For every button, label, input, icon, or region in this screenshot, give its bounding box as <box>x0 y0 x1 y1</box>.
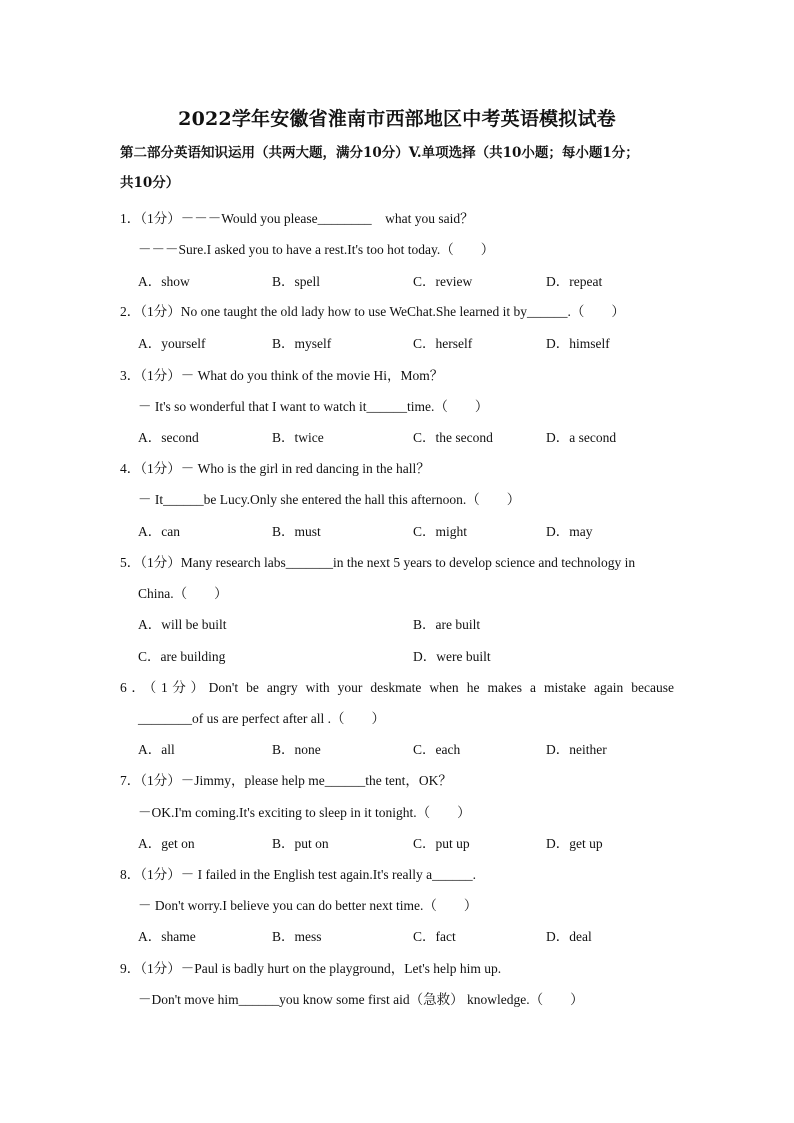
question-5-stem: 5．（1分）Many research labs_______in the next 5 years to develop science and technology in <box>120 555 636 570</box>
question-8-reply: － Don't worry.I believe you can do better next time.（ ） <box>138 898 478 913</box>
question-5-option-c[interactable]: C．are building <box>138 649 226 664</box>
question-6-stem: 6．（1分）Don't be angry with your deskmate when he makes a mistake again because <box>120 680 674 695</box>
question-4-reply: － It______be Lucy.Only she entered the hall this afternoon.（ ） <box>138 492 521 507</box>
question-1-option-c[interactable]: C．review <box>413 274 473 289</box>
question-3-option-a[interactable]: A．second <box>138 430 199 445</box>
question-4-stem: 4．（1分）－ Who is the girl in red dancing in the hall？ <box>120 461 430 476</box>
question-6-option-c[interactable]: C．each <box>413 742 461 757</box>
question-6-stem-continued: ________of us are perfect after all .（ ） <box>138 711 386 726</box>
question-6-option-b[interactable]: B．none <box>272 742 321 757</box>
question-8-option-c[interactable]: C．fact <box>413 929 456 944</box>
question-8-option-b[interactable]: B．mess <box>272 929 322 944</box>
question-3-stem: 3．（1分）－ What do you think of the movie Hi，Mom？ <box>120 368 444 383</box>
question-2-option-b[interactable]: B．myself <box>272 336 332 351</box>
question-7-option-b[interactable]: B．put on <box>272 836 329 851</box>
question-5-option-a[interactable]: A．will be built <box>138 617 227 632</box>
question-6-option-a[interactable]: A．all <box>138 742 175 757</box>
question-3-option-b[interactable]: B．twice <box>272 430 324 445</box>
question-1-option-b[interactable]: B．spell <box>272 274 321 289</box>
question-2-stem: 2．（1分）No one taught the old lady how to use WeChat.She learned it by______.（ ） <box>120 304 625 319</box>
section-heading-line-1: 第二部分英语知识运用（共两大题，满分10分）V.单项选择（共10小题；每小题1分； <box>120 145 639 161</box>
question-1-option-d[interactable]: D．repeat <box>546 274 603 289</box>
question-7-option-a[interactable]: A．get on <box>138 836 195 851</box>
question-3-option-d[interactable]: D．a second <box>546 430 617 445</box>
question-7-reply: －OK.I'm coming.It's exciting to sleep in it tonight.（ ） <box>138 805 471 820</box>
question-6-option-d[interactable]: D．neither <box>546 742 607 757</box>
question-4-option-a[interactable]: A．can <box>138 524 180 539</box>
question-1-stem: 1．（1分）－－－Would you please________ what you said？ <box>120 211 474 226</box>
question-2-option-d[interactable]: D．himself <box>546 336 610 351</box>
question-4-option-c[interactable]: C．might <box>413 524 468 539</box>
question-2-option-c[interactable]: C．herself <box>413 336 473 351</box>
page-title: 2022学年安徽省淮南市西部地区中考英语模拟试卷 <box>178 108 616 130</box>
question-7-option-c[interactable]: C．put up <box>413 836 470 851</box>
question-4-option-d[interactable]: D．may <box>546 524 593 539</box>
question-5-option-d[interactable]: D．were built <box>413 649 491 664</box>
question-7-stem: 7．（1分）－Jimmy，please help me______the tent，OK？ <box>120 773 452 788</box>
question-5-stem-continued: China.（ ） <box>138 586 228 601</box>
question-3-option-c[interactable]: C．the second <box>413 430 493 445</box>
question-5-option-b[interactable]: B．are built <box>413 617 481 632</box>
question-1-option-a[interactable]: A．show <box>138 274 190 289</box>
question-8-stem: 8．（1分）－ I failed in the English test again.It's really a______. <box>120 867 476 882</box>
question-2-option-a[interactable]: A．yourself <box>138 336 206 351</box>
question-8-option-a[interactable]: A．shame <box>138 929 196 944</box>
question-3-reply: － It's so wonderful that I want to watch it______time.（ ） <box>138 399 489 414</box>
section-heading-line-2: 共10分） <box>120 175 180 191</box>
question-1-reply: －－－Sure.I asked you to have a rest.It's too hot today.（ ） <box>138 242 495 257</box>
section-heading <box>120 138 680 198</box>
question-9-reply: －Don't move him______you know some first aid（急救） knowledge.（ ） <box>138 992 584 1007</box>
question-7-option-d[interactable]: D．get up <box>546 836 603 851</box>
question-8-option-d[interactable]: D．deal <box>546 929 592 944</box>
question-9-stem: 9．（1分）－Paul is badly hurt on the playground，Let's help him up. <box>120 961 502 976</box>
question-4-option-b[interactable]: B．must <box>272 524 321 539</box>
